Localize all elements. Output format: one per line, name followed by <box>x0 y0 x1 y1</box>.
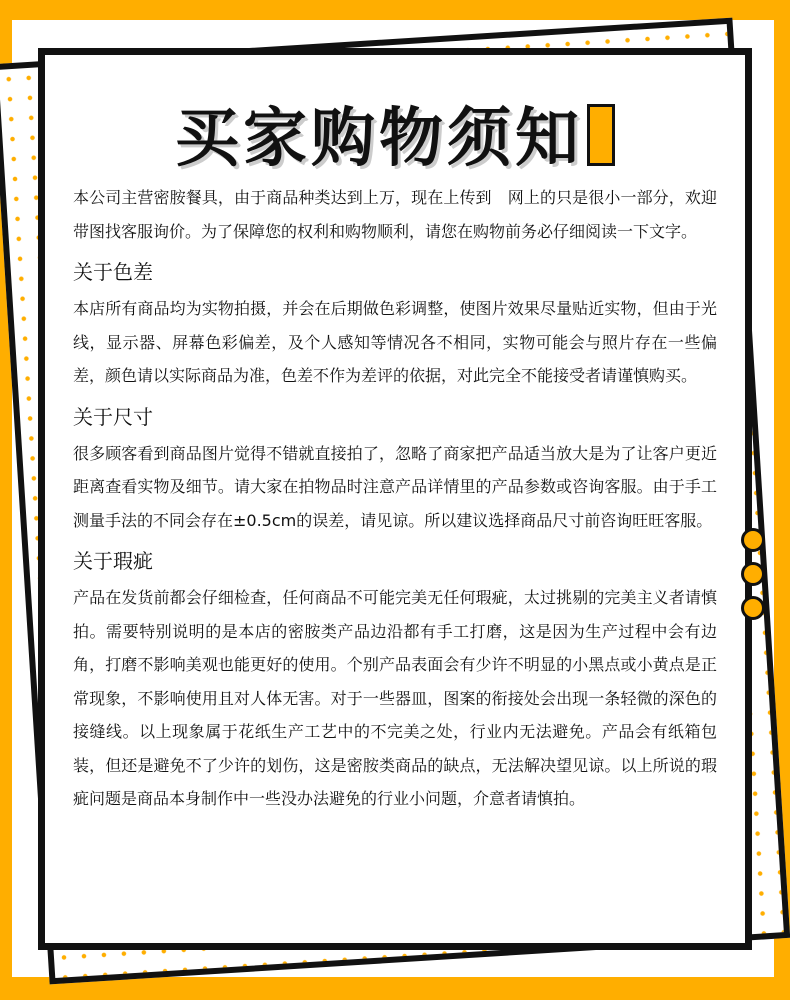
notice-content <box>73 181 717 816</box>
title-text: 买家购物须知 <box>175 102 583 176</box>
section-heading-color: 关于色差 <box>73 260 153 284</box>
page-title <box>45 87 745 179</box>
section-heading-defects: 关于瑕疵 <box>73 549 153 573</box>
section-body-color: 本店所有商品均为实物拍摄，并会在后期做色彩调整，使图片效果尽量贴近实物，但由于光线，显示器、屏幕色彩偏差，及个人感知等情况各不相同，实物可能会与照片存在一些偏差，颜色请以实际商品为准，色差不作为差评的依据，对此完全不能接受者请谨慎购买。 <box>73 299 717 385</box>
title-accent-bar <box>587 104 615 166</box>
section-body-size: 很多顾客看到商品图片觉得不错就直接拍了，忽略了商家把产品适当放大是为了让客户更近距离查看实物及细节。请大家在拍物品时注意产品详情里的产品参数或咨询客服。由于手工测量手法的不同会存在±0.5cm的误差，请见谅。所以建议选择商品尺寸前咨询旺旺客服。 <box>73 443 717 530</box>
binder-ring-icon <box>741 562 765 586</box>
intro-text: 本公司主营密胺餐具，由于商品种类达到上万，现在上传到 网上的只是很小一部分，欢迎带图找客服询价。为了保障您的权利和购物顺利，请您在购物前务必仔细阅读一下文字。 <box>73 188 717 241</box>
section-heading-size: 关于尺寸 <box>73 404 153 429</box>
notice-card <box>38 48 752 950</box>
binder-ring-icon <box>741 528 765 552</box>
section-body-defects: 产品在发货前都会仔细检查，任何商品不可能完美无任何瑕疵，太过挑剔的完美主义者请慎拍。需要特别说明的是本店的密胺类产品边沿都有手工打磨，这是因为生产过程中会有边角，打磨不影响美观也能更好的使用。个别产品表面会有少许不明显的小黑点或小黄点是正常现象，不影响使用且对人体无害。对于一些器皿，图案的衔接处会出现一条轻微的深色的接缝线。以上现象属于花纸生产工艺中的不完美之处，行业内无法避免。产品会有纸箱包装，但还是避免不了少许的划伤，这是密胺类商品的缺点，无法解决望见谅。以上所说的瑕疵问题是商品本身制作中一些没办法避免的行业小问题，介意者请慎拍。 <box>73 588 717 808</box>
binder-ring-icon <box>741 596 765 620</box>
